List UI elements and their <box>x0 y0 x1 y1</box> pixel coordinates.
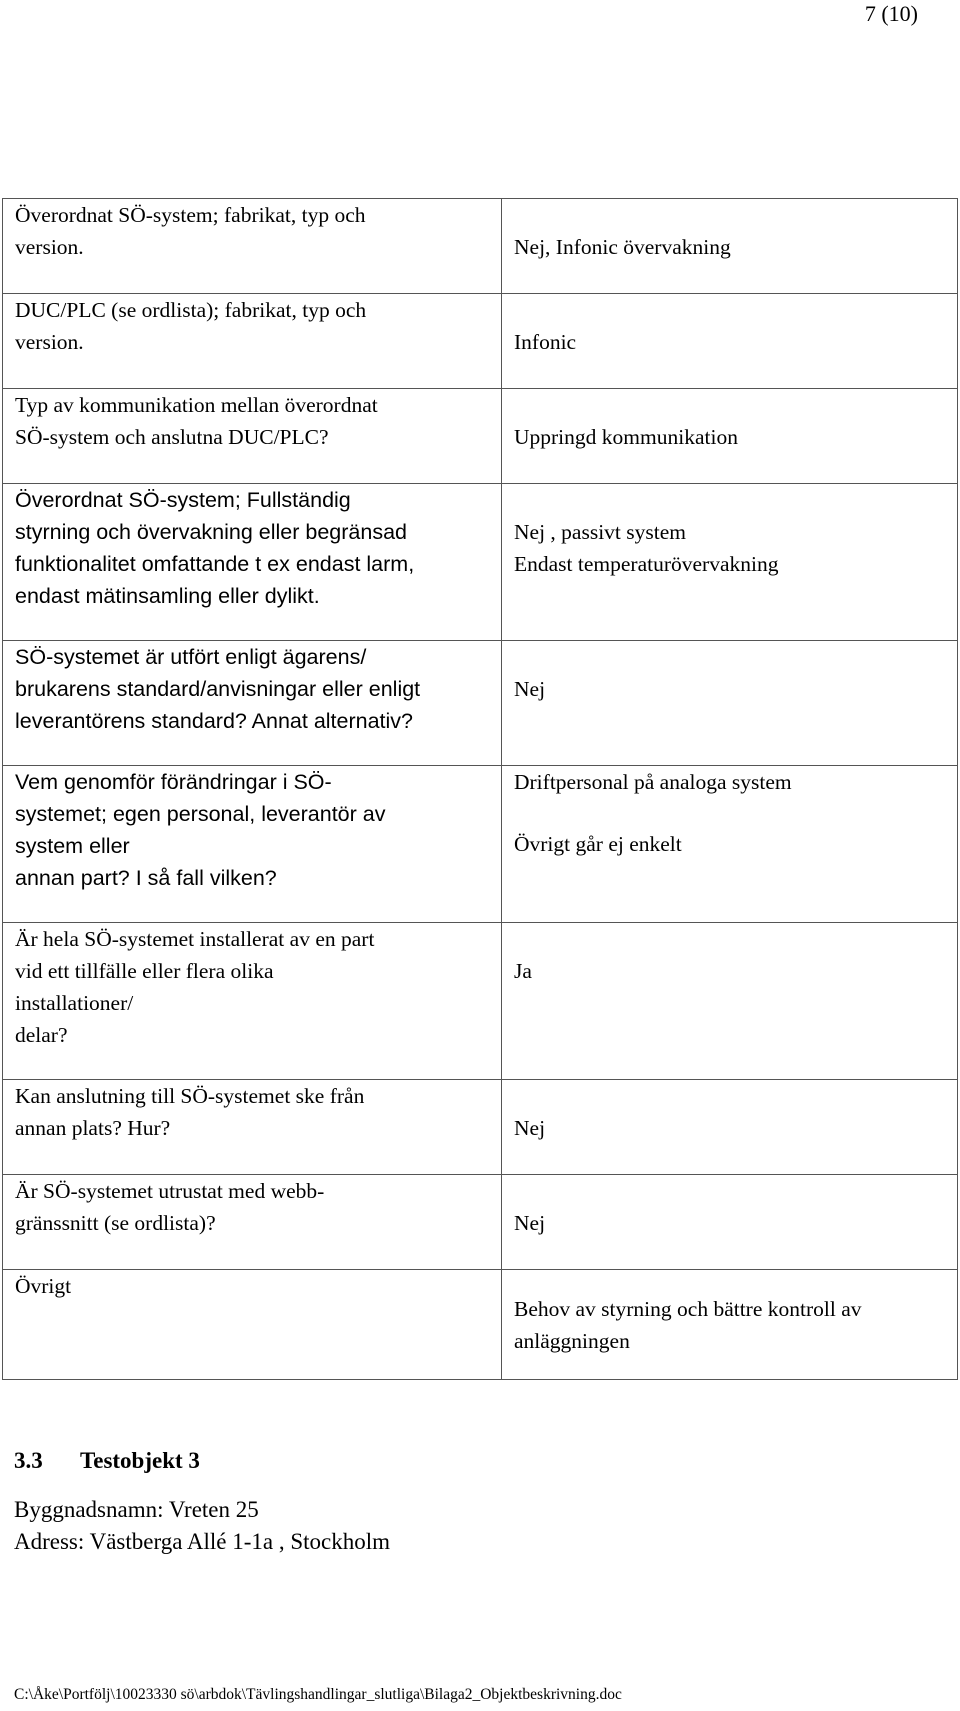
question-line: vid ett tillfälle eller flera olika <box>15 959 274 983</box>
building-address: Adress: Västberga Allé 1-1a , Stockholm <box>14 1529 391 1554</box>
answer-line: Nej, Infonic övervakning <box>514 235 731 259</box>
answer-line: Infonic <box>514 330 577 354</box>
question-line: version. <box>15 330 84 354</box>
question-line: leverantörens standard? Annat alternativ? <box>15 709 414 733</box>
question-line: Typ av kommunikation mellan överordnat <box>15 393 378 417</box>
question-line: endast mätinsamling eller dylikt. <box>15 584 320 608</box>
question-line: installationer/ <box>15 991 134 1015</box>
answer-line: Nej <box>514 1211 546 1235</box>
question-line: Överordnat SÖ-system; fabrikat, typ och <box>15 203 366 227</box>
question-cell <box>3 1080 502 1175</box>
question-line: Övrigt <box>15 1274 72 1298</box>
table-row <box>3 199 958 294</box>
question-line: version. <box>15 235 84 259</box>
question-line: delar? <box>15 1023 68 1047</box>
answer-cell <box>502 766 958 923</box>
answer-line: Nej , passivt system <box>514 520 686 544</box>
answer-cell <box>502 641 958 766</box>
section-heading <box>14 1446 200 1476</box>
section-number: 3.3 <box>14 1448 43 1473</box>
question-line: SÖ-systemet är utfört enligt ägarens/ <box>15 645 367 669</box>
footer-file-path: C:\Åke\Portfölj\10023330 sö\arbdok\Tävlingshandlingar_slutliga\Bilaga2_Objektbeskrivning.doc <box>14 1686 622 1703</box>
question-line: Kan anslutning till SÖ-systemet ske från <box>15 1084 365 1108</box>
question-line: styrning och övervakning eller begränsad <box>15 520 408 544</box>
answer-line: Nej <box>514 1116 546 1140</box>
question-cell <box>3 199 502 294</box>
question-line: SÖ-system och anslutna DUC/PLC? <box>15 425 329 449</box>
answer-cell <box>502 484 958 641</box>
answer-line: Nej <box>514 677 546 701</box>
question-cell <box>3 1270 502 1380</box>
table-row <box>3 1270 958 1380</box>
building-name: Byggnadsnamn: Vreten 25 <box>14 1497 259 1522</box>
table-row <box>3 1175 958 1270</box>
question-line: DUC/PLC (se ordlista); fabrikat, typ och <box>15 298 367 322</box>
table-row <box>3 389 958 484</box>
question-line: Är SÖ-systemet utrustat med webb- <box>15 1179 325 1203</box>
answer-line: Endast temperaturövervakning <box>514 552 779 576</box>
building-info <box>14 1494 390 1558</box>
question-line: brukarens standard/anvisningar eller enligt <box>15 677 421 701</box>
question-line: funktionalitet omfattande t ex endast larm, <box>15 552 415 576</box>
question-line: gränssnitt (se ordlista)? <box>15 1211 216 1235</box>
answer-line: Ja <box>514 959 532 983</box>
question-cell <box>3 294 502 389</box>
answer-cell <box>502 1175 958 1270</box>
question-cell <box>3 389 502 484</box>
answer-line: Uppringd kommunikation <box>514 425 738 449</box>
answer-line: Driftpersonal på analoga system <box>514 770 792 794</box>
answer-cell <box>502 1270 958 1380</box>
question-line: Vem genomför förändringar i SÖ- <box>15 770 332 794</box>
question-cell <box>3 484 502 641</box>
question-cell <box>3 766 502 923</box>
question-line: Är hela SÖ-systemet installerat av en part <box>15 927 375 951</box>
page-number: 7 (10) <box>864 1 918 26</box>
question-line: annan plats? Hur? <box>15 1116 171 1140</box>
table-row <box>3 766 958 923</box>
answer-cell <box>502 389 958 484</box>
table-row <box>3 923 958 1080</box>
table-row <box>3 641 958 766</box>
table-row <box>3 294 958 389</box>
question-cell <box>3 641 502 766</box>
answer-line: Behov av styrning och bättre kontroll av <box>514 1297 862 1321</box>
question-line: Överordnat SÖ-system; Fullständig <box>15 488 351 512</box>
answer-line: anläggningen <box>514 1329 630 1353</box>
question-line: systemet; egen personal, leverantör av <box>15 802 386 826</box>
answer-cell <box>502 294 958 389</box>
answer-cell <box>502 199 958 294</box>
system-info-table <box>2 198 958 1380</box>
question-line: annan part? I så fall vilken? <box>15 866 277 890</box>
answer-cell <box>502 1080 958 1175</box>
table-row <box>3 1080 958 1175</box>
answer-line: Övrigt går ej enkelt <box>514 832 682 856</box>
question-line: system eller <box>15 834 130 858</box>
answer-cell <box>502 923 958 1080</box>
section-title: Testobjekt 3 <box>80 1448 200 1473</box>
question-cell <box>3 923 502 1080</box>
table-row <box>3 484 958 641</box>
question-cell <box>3 1175 502 1270</box>
